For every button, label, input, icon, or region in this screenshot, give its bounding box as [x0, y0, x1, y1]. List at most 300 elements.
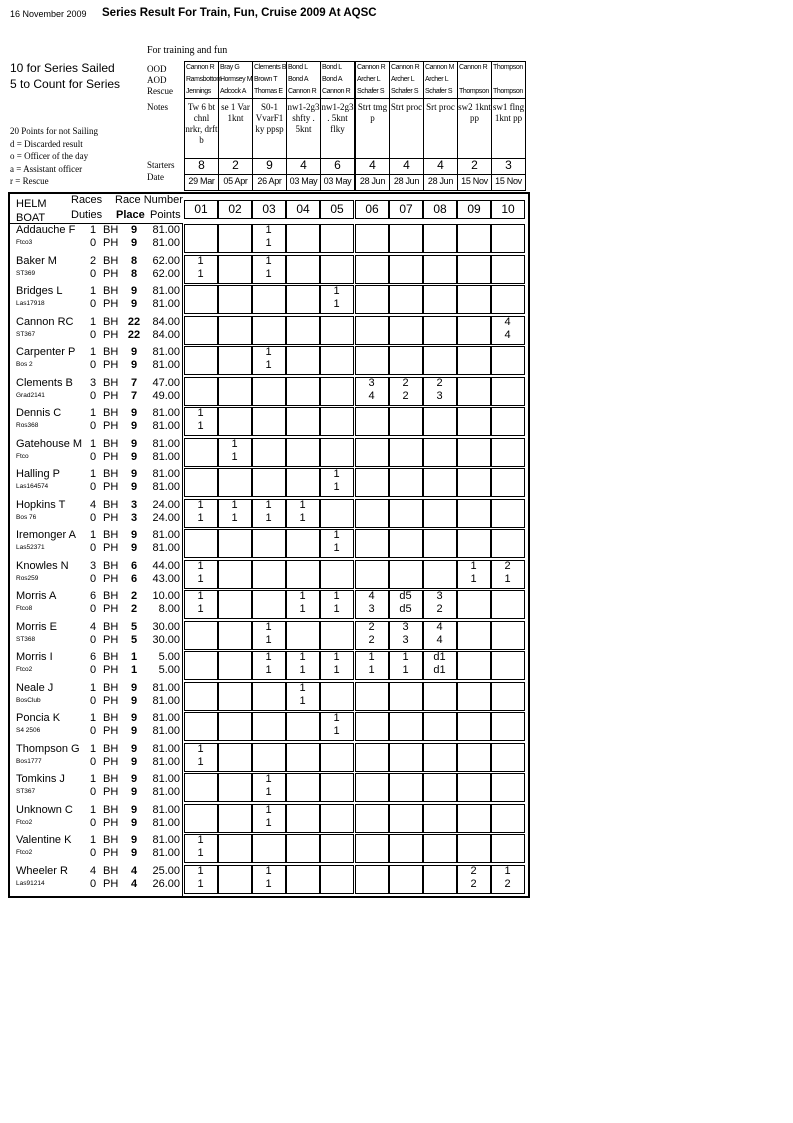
result-ph: 1: [265, 359, 272, 371]
result-cell: [355, 834, 389, 863]
result-cell: [320, 865, 354, 894]
result-cell: [389, 407, 423, 436]
boat-id: S4 2506: [16, 727, 41, 734]
ph-label: PH: [103, 755, 119, 768]
result-cell: [286, 285, 320, 314]
result-ph: 1: [265, 664, 272, 676]
duties-count: 0: [89, 847, 97, 859]
races-count: 1: [89, 529, 97, 541]
result-ph: 1: [197, 420, 204, 432]
helm-name: Neale J: [16, 681, 54, 694]
race-header-07: [389, 61, 424, 191]
ph-label: PH: [103, 786, 119, 798]
place-bh: 6: [130, 559, 138, 572]
boat-id: Las52371: [16, 544, 45, 551]
result-cell: [286, 407, 320, 436]
place-bh: 9: [130, 437, 138, 450]
bh-label: BH: [103, 468, 119, 480]
race-header-09: [457, 61, 492, 191]
result-cell: [491, 682, 525, 711]
ph-label: PH: [103, 450, 119, 463]
race-ood: Bray G: [220, 64, 240, 71]
race-date: 15 Nov: [461, 176, 488, 186]
races-count: 1: [89, 315, 97, 328]
boat-id: Ftco8: [16, 605, 33, 612]
ph-label: PH: [103, 389, 119, 402]
races-count: 1: [89, 346, 97, 358]
race-aod: Archer L: [391, 76, 415, 83]
result-cell: [320, 834, 354, 863]
race-number-06: 06: [355, 200, 389, 219]
bh-label: BH: [103, 651, 119, 663]
result-cell: [286, 224, 320, 253]
result-ph: 1: [265, 877, 272, 890]
result-cell: [355, 346, 389, 375]
result-ph: 4: [436, 633, 443, 646]
place-ph: 9: [130, 359, 138, 371]
boat-id: Ftco3: [16, 239, 33, 246]
place-bh: 9: [130, 803, 138, 816]
helm-name: Cannon RC: [16, 315, 74, 328]
result-cell: [423, 804, 457, 833]
points-ph: 81.00: [152, 816, 180, 829]
races-count: 1: [89, 468, 97, 480]
result-ph: 1: [333, 664, 340, 676]
race-number-08: 08: [423, 200, 457, 219]
race-starters: 2: [471, 158, 478, 172]
bh-label: BH: [103, 498, 119, 511]
race-ood: Cannon R: [186, 64, 215, 71]
result-ph: 1: [197, 511, 204, 524]
result-cell: [184, 346, 218, 375]
result-cell: [320, 316, 354, 345]
points-ph: 5.00: [158, 664, 180, 676]
points-ph: 26.00: [152, 877, 180, 890]
result-cell: [184, 285, 218, 314]
race-notes: Strt tmg p: [357, 102, 388, 123]
label-rescue: Rescue: [147, 86, 173, 96]
result-cell: [252, 377, 286, 406]
helm-name: Thompson G: [16, 742, 80, 755]
race-ood: Bond L: [288, 64, 308, 71]
race-date: 15 Nov: [495, 176, 522, 186]
ph-label: PH: [103, 572, 119, 585]
points-bh: 5.00: [158, 651, 180, 663]
result-bh: 1: [197, 559, 204, 572]
points-ph: 81.00: [152, 420, 180, 432]
race-number-10: 10: [491, 200, 525, 219]
result-ph: 1: [299, 664, 306, 676]
result-cell: [389, 438, 423, 467]
points-bh: 44.00: [152, 559, 180, 572]
result-cell: [252, 712, 286, 741]
result-cell: [457, 743, 491, 772]
races-count: 6: [89, 651, 97, 663]
boat-id: Bos1777: [16, 757, 42, 765]
result-cell: [423, 407, 457, 436]
result-bh: 1: [265, 651, 272, 663]
result-cell: [457, 804, 491, 833]
place-ph: 22: [127, 328, 141, 341]
points-bh: 81.00: [152, 285, 180, 297]
result-ph: 2: [470, 877, 477, 890]
result-ph: 3: [368, 603, 375, 615]
result-bh: 1: [265, 346, 272, 358]
result-bh: 1: [231, 498, 238, 511]
result-cell: [184, 651, 218, 680]
label-aod: AOD: [147, 75, 167, 85]
result-cell: [491, 346, 525, 375]
result-bh: 1: [299, 590, 306, 602]
boat-id: Las164574: [16, 483, 49, 490]
result-cell: [457, 468, 491, 497]
result-cell: [457, 438, 491, 467]
result-cell: [218, 529, 252, 558]
result-cell: [184, 224, 218, 253]
result-ph: 1: [197, 572, 204, 585]
result-bh: 1: [197, 742, 204, 755]
result-cell: [457, 285, 491, 314]
place-ph: 9: [130, 450, 138, 463]
result-cell: [389, 255, 423, 284]
result-cell: [457, 346, 491, 375]
result-cell: [423, 316, 457, 345]
race-number-01: 01: [184, 200, 218, 219]
result-cell: [423, 560, 457, 589]
races-count: 1: [89, 224, 97, 236]
race-header-10: [491, 61, 526, 191]
result-cell: [218, 346, 252, 375]
result-ph: 3: [402, 633, 409, 646]
result-cell: [286, 377, 320, 406]
bh-label: BH: [103, 315, 119, 328]
points-bh: 81.00: [152, 773, 180, 785]
result-ph: 1: [265, 786, 272, 798]
helm-name: Poncia K: [16, 712, 61, 724]
result-bh: 1: [231, 437, 238, 450]
duties-count: 0: [89, 328, 97, 341]
result-bh: 1: [265, 498, 272, 511]
result-cell: [218, 621, 252, 650]
race-header-06: [355, 61, 390, 191]
race-starters: 4: [437, 158, 444, 172]
helm-name: Valentine K: [16, 834, 72, 846]
ph-label: PH: [103, 694, 119, 707]
result-cell: [457, 621, 491, 650]
bh-label: BH: [103, 346, 119, 358]
result-bh: 2: [368, 620, 375, 633]
race-notes: sw2 1knt pp: [458, 102, 491, 123]
result-cell: [252, 316, 286, 345]
helm-name: Morris A: [16, 590, 57, 602]
ph-label: PH: [103, 298, 119, 310]
result-ph: 4: [504, 328, 511, 341]
result-cell: [320, 407, 354, 436]
ph-label: PH: [103, 877, 119, 890]
races-count: 1: [89, 773, 97, 785]
helm-name: Morris E: [16, 620, 57, 633]
points-ph: 49.00: [152, 389, 180, 402]
ph-label: PH: [103, 328, 119, 341]
boat-id: Ftco2: [16, 666, 33, 673]
result-ph: 1: [265, 267, 272, 280]
result-cell: [389, 865, 423, 894]
points-ph: 81.00: [152, 481, 180, 493]
result-cell: [355, 285, 389, 314]
race-rescue: Cannon R: [322, 88, 351, 95]
place-bh: 9: [130, 712, 138, 724]
races-count: 1: [89, 437, 97, 450]
result-cell: [389, 346, 423, 375]
result-ph: 3: [436, 389, 443, 402]
ph-label: PH: [103, 816, 119, 829]
result-ph: 1: [265, 633, 272, 646]
place-bh: 8: [130, 254, 138, 267]
result-cell: [355, 468, 389, 497]
race-number-05: 05: [320, 200, 354, 219]
duties-count: 0: [89, 359, 97, 371]
race-ood: Clements B: [254, 64, 287, 71]
races-count: 6: [89, 590, 97, 602]
race-aod: Brown T: [254, 76, 278, 83]
result-cell: [389, 316, 423, 345]
legend-item: o = Officer of the day: [10, 151, 89, 162]
result-cell: [218, 773, 252, 802]
result-cell: [184, 468, 218, 497]
race-rescue: Schafer S: [425, 88, 453, 95]
race-notes: nw1-2g3 . 5knt flky: [321, 102, 354, 134]
place-bh: 9: [130, 468, 138, 480]
result-bh: 1: [265, 620, 272, 633]
result-cell: [457, 834, 491, 863]
race-notes: se 1 Var 1knt: [221, 102, 250, 123]
result-cell: [491, 407, 525, 436]
result-cell: [218, 285, 252, 314]
helm-name: Bridges L: [16, 285, 63, 297]
bh-label: BH: [103, 559, 119, 572]
race-ood: Cannon M: [425, 64, 455, 71]
result-cell: [491, 438, 525, 467]
races-count: 2: [89, 254, 97, 267]
result-cell: [423, 712, 457, 741]
bh-label: BH: [103, 529, 119, 541]
result-cell: [457, 529, 491, 558]
result-cell: [491, 529, 525, 558]
place-bh: 7: [130, 376, 138, 389]
result-cell: [457, 316, 491, 345]
result-bh: 1: [333, 712, 340, 724]
result-cell: [389, 285, 423, 314]
result-cell: [218, 468, 252, 497]
result-ph: d5: [399, 603, 412, 615]
race-aod: Bond A: [322, 76, 343, 83]
race-ood: Cannon R: [391, 64, 420, 71]
result-cell: [252, 590, 286, 619]
race-date: 28 Jun: [393, 176, 420, 186]
race-header-02: [218, 61, 253, 191]
result-cell: [218, 316, 252, 345]
result-ph: d1: [433, 664, 446, 676]
duties-count: 0: [89, 694, 97, 707]
race-ood: Thompson: [493, 64, 523, 71]
place-bh: 22: [127, 315, 141, 328]
bh-label: BH: [103, 376, 119, 389]
race-starters: 3: [505, 158, 512, 172]
result-cell: [389, 834, 423, 863]
boat-id: Ftco2: [16, 818, 33, 826]
points-ph: 81.00: [152, 725, 180, 737]
ph-label: PH: [103, 603, 119, 615]
points-ph: 84.00: [152, 328, 180, 341]
place-ph: 9: [130, 542, 138, 554]
result-cell: [286, 621, 320, 650]
result-cell: [286, 438, 320, 467]
place-bh: 9: [130, 742, 138, 755]
result-cell: [320, 773, 354, 802]
result-cell: [218, 804, 252, 833]
result-cell: [218, 590, 252, 619]
result-ph: 1: [231, 450, 238, 463]
result-cell: [252, 407, 286, 436]
helm-name: Gatehouse M: [16, 437, 83, 450]
points-ph: 62.00: [152, 267, 180, 280]
result-bh: 3: [368, 376, 375, 389]
races-count: 1: [89, 407, 97, 419]
result-cell: [355, 865, 389, 894]
place-ph: 4: [130, 877, 138, 890]
result-cell: [355, 743, 389, 772]
ph-label: PH: [103, 511, 119, 524]
boat-id: Bos 76: [16, 513, 37, 521]
result-cell: [355, 682, 389, 711]
race-starters: 4: [369, 158, 376, 172]
result-cell: [491, 590, 525, 619]
ph-label: PH: [103, 633, 119, 646]
points-ph: 81.00: [152, 542, 180, 554]
series-to-count: 5 to Count for Series: [10, 77, 121, 91]
points-bh: 81.00: [152, 681, 180, 694]
result-cell: [355, 529, 389, 558]
place-ph: 9: [130, 298, 138, 310]
result-cell: [491, 621, 525, 650]
result-cell: [389, 560, 423, 589]
result-ph: 1: [231, 511, 238, 524]
points-bh: 81.00: [152, 468, 180, 480]
result-bh: 1: [197, 254, 204, 267]
result-cell: [389, 712, 423, 741]
result-cell: [320, 621, 354, 650]
series-sailed: 10 for Series Sailed: [10, 61, 115, 75]
place-bh: 9: [130, 529, 138, 541]
place-bh: 2: [130, 590, 138, 602]
result-cell: [184, 682, 218, 711]
result-cell: [423, 682, 457, 711]
result-ph: 1: [402, 664, 409, 676]
result-bh: 2: [402, 376, 409, 389]
bh-label: BH: [103, 834, 119, 846]
race-aod: Bond A: [288, 76, 309, 83]
label-points: Points: [150, 209, 181, 221]
duties-count: 0: [89, 755, 97, 768]
result-cell: [423, 285, 457, 314]
result-ph: 1: [265, 816, 272, 829]
race-notes: Srt proc: [426, 102, 455, 112]
result-bh: 3: [402, 620, 409, 633]
result-cell: [320, 743, 354, 772]
bh-label: BH: [103, 742, 119, 755]
result-cell: [457, 773, 491, 802]
bh-label: BH: [103, 254, 119, 267]
result-ph: 1: [333, 725, 340, 737]
duties-count: 0: [89, 633, 97, 646]
points-bh: 24.00: [152, 498, 180, 511]
result-cell: [286, 560, 320, 589]
helm-name: Iremonger A: [16, 529, 76, 541]
race-ood: Cannon R: [459, 64, 488, 71]
race-rescue: Adcock A: [220, 88, 246, 95]
ph-label: PH: [103, 542, 119, 554]
result-ph: 1: [197, 603, 204, 615]
result-ph: 1: [504, 572, 511, 585]
label-helm: HELM: [16, 198, 47, 210]
points-bh: 81.00: [152, 437, 180, 450]
helm-name: Tomkins J: [16, 773, 65, 785]
result-bh: 1: [265, 254, 272, 267]
result-cell: [491, 468, 525, 497]
result-cell: [423, 499, 457, 528]
result-cell: [286, 804, 320, 833]
result-cell: [218, 651, 252, 680]
helm-name: Unknown C: [16, 803, 73, 816]
result-cell: [355, 407, 389, 436]
race-aod: Archer L: [357, 76, 381, 83]
points-bh: 81.00: [152, 407, 180, 419]
result-cell: [491, 285, 525, 314]
result-bh: 4: [504, 315, 511, 328]
label-duties: Duties: [71, 209, 103, 221]
result-cell: [218, 834, 252, 863]
boat-id: BosClub: [16, 696, 41, 704]
race-aod: Hormsey M: [220, 76, 253, 83]
label-ood: OOD: [147, 64, 167, 74]
points-bh: 81.00: [152, 742, 180, 755]
boat-id: Las91214: [16, 879, 45, 887]
result-cell: [252, 560, 286, 589]
result-cell: [423, 438, 457, 467]
race-number-03: 03: [252, 200, 286, 219]
result-ph: 1: [333, 603, 340, 615]
bh-label: BH: [103, 620, 119, 633]
result-cell: [491, 743, 525, 772]
race-number-09: 09: [457, 200, 491, 219]
result-cell: [218, 712, 252, 741]
result-bh: 3: [436, 590, 443, 602]
place-bh: 3: [130, 498, 138, 511]
result-cell: [355, 773, 389, 802]
bh-label: BH: [103, 773, 119, 785]
race-date: 28 Jun: [359, 176, 386, 186]
result-cell: [355, 224, 389, 253]
result-cell: [457, 590, 491, 619]
result-cell: [286, 468, 320, 497]
race-date: 26 Apr: [257, 176, 282, 186]
points-bh: 25.00: [152, 864, 180, 877]
result-cell: [355, 560, 389, 589]
points-ph: 81.00: [152, 694, 180, 707]
result-ph: 1: [333, 481, 340, 493]
helm-name: Halling P: [16, 468, 61, 480]
race-notes: Strt proc: [390, 102, 423, 112]
